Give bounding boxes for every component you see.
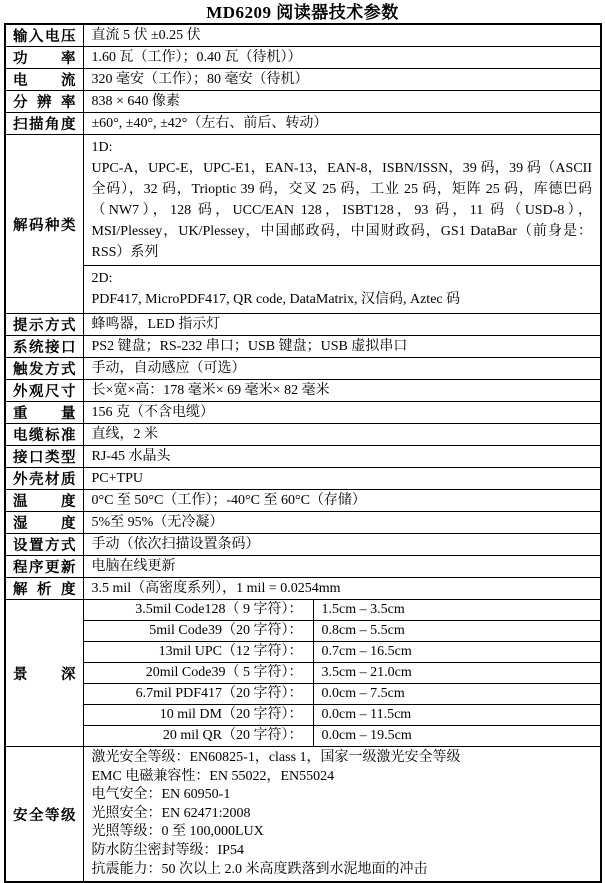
safety-line: 光照安全：EN 62471:2008 <box>91 805 251 821</box>
dof-range: 0.7cm – 16.5cm <box>313 642 601 663</box>
decode-label: 解码种类 <box>5 135 83 314</box>
safety-line: 电气安全：EN 60950-1 <box>91 787 231 803</box>
spec-label: 湿 度 <box>5 512 83 534</box>
spec-row-power <box>5 47 601 69</box>
decode-1d-list: UPC-A，UPC-E，UPC-E1，EAN-13，EAN-8，ISBN/ISSN，39 码，39 码（ASCII 全码），32 码，Trioptic 39 码，交叉 25 码，工业 25 码，矩阵 25 码，库德巴码（NW7），128 码，UCC/EAN 128，ISBT128，93 码，11 码（USD-8），MSI/Plessey，UK/Plessey，中国邮政码，中国财政码，GS1 DataBar（前身是：RSS）系列 <box>91 161 592 260</box>
spec-row-current <box>5 69 601 91</box>
dof-spec: 10 mil DM（20 字符）： <box>83 705 313 726</box>
dof-row <box>5 621 601 642</box>
safety-line: 抗震能力：50 次以上 2.0 米高度跌落到水泥地面的冲击 <box>91 861 428 877</box>
spec-label: 外观尺寸 <box>5 380 83 402</box>
spec-value: 320 毫安（工作）；80 毫安（待机） <box>83 69 601 91</box>
spec-row-cable-standard <box>5 424 601 446</box>
spec-value: 电脑在线更新 <box>83 556 601 578</box>
dof-row <box>5 684 601 705</box>
spec-value: 3.5 mil（高密度系列），1 mil = 0.0254mm <box>83 578 601 600</box>
spec-row-scan-angle <box>5 113 601 135</box>
spec-row-system-interface <box>5 336 601 358</box>
safety-cell <box>83 747 601 883</box>
spec-row-trigger-mode <box>5 358 601 380</box>
spec-row-setup-method <box>5 534 601 556</box>
spec-value: ±60°, ±40°, ±42°（左右、前后、转动） <box>83 113 601 135</box>
spec-row-dimensions <box>5 380 601 402</box>
spec-label: 程序更新 <box>5 556 83 578</box>
spec-row-safety <box>5 747 601 883</box>
spec-label: 温 度 <box>5 490 83 512</box>
spec-value: PC+TPU <box>83 468 601 490</box>
dof-spec: 20mil Code39（ 5 字符）： <box>83 663 313 684</box>
spec-label: 外壳材质 <box>5 468 83 490</box>
dof-label: 景 深 <box>5 600 83 747</box>
spec-label: 设置方式 <box>5 534 83 556</box>
spec-label: 电 流 <box>5 69 83 91</box>
spec-row-connector-type <box>5 446 601 468</box>
spec-row-resolution-mil <box>5 578 601 600</box>
dof-range: 0.0cm – 19.5cm <box>313 726 601 747</box>
dof-spec: 20 mil QR（20 字符）： <box>83 726 313 747</box>
spec-value: 0°C 至 50°C（工作）；-40°C 至 60°C（存储） <box>83 490 601 512</box>
spec-row-weight <box>5 402 601 424</box>
spec-row-firmware-update <box>5 556 601 578</box>
dof-row <box>5 663 601 684</box>
dof-range: 0.0cm – 7.5cm <box>313 684 601 705</box>
dof-row <box>5 600 601 621</box>
spec-value: 手动（依次扫描设置条码） <box>83 534 601 556</box>
spec-row-temperature <box>5 490 601 512</box>
safety-label: 安全等级 <box>5 747 83 883</box>
spec-row-decode-2d <box>5 266 601 314</box>
spec-label: 功 率 <box>5 47 83 69</box>
spec-value: 156 克（不含电缆） <box>83 402 601 424</box>
spec-row-input-voltage <box>5 24 601 47</box>
spec-row-indication <box>5 314 601 336</box>
spec-value: 直流 5 伏 ±0.25 伏 <box>83 24 601 47</box>
safety-line: EMC 电磁兼容性：EN 55022，EN55024 <box>91 768 335 784</box>
spec-value: 838 × 640 像素 <box>83 91 601 113</box>
dof-row <box>5 705 601 726</box>
spec-value: 手动，自动感应（可选） <box>83 358 601 380</box>
dof-spec: 6.7mil PDF417（20 字符）： <box>83 684 313 705</box>
spec-value: 5%至 95%（无冷凝） <box>83 512 601 534</box>
spec-label: 扫描角度 <box>5 113 83 135</box>
dof-range: 1.5cm – 3.5cm <box>313 600 601 621</box>
spec-row-housing-material <box>5 468 601 490</box>
decode-2d-cell <box>83 266 601 314</box>
page-title: MD6209 阅读器技术参数 <box>206 3 399 22</box>
spec-label: 电缆标准 <box>5 424 83 446</box>
decode-1d-cell <box>83 135 601 266</box>
spec-label: 输入电压 <box>5 24 83 47</box>
dof-range: 0.0cm – 11.5cm <box>313 705 601 726</box>
spec-value: 蜂鸣器，LED 指示灯 <box>83 314 601 336</box>
spec-label: 重 量 <box>5 402 83 424</box>
dof-row <box>5 726 601 747</box>
spec-value: RJ-45 水晶头 <box>83 446 601 468</box>
spec-label: 系统接口 <box>5 336 83 358</box>
dof-row <box>5 642 601 663</box>
spec-row-resolution <box>5 91 601 113</box>
safety-line: 激光安全等级：EN60825-1，class 1，国家一级激光安全等级 <box>91 750 461 765</box>
spec-label: 分 辨 率 <box>5 91 83 113</box>
safety-line: 光照等级：0 至 100,000LUX <box>91 824 264 840</box>
dof-spec: 5mil Code39（20 字符）： <box>83 621 313 642</box>
spec-label: 解 析 度 <box>5 578 83 600</box>
spec-label: 触发方式 <box>5 358 83 380</box>
decode-2d-list: PDF417, MicroPDF417, QR code, DataMatrix, 汉信码, Aztec 码 <box>91 292 461 307</box>
spec-value: 1.60 瓦（工作）；0.40 瓦（待机）） <box>83 47 601 69</box>
dof-spec: 3.5mil Code128（ 9 字符）： <box>83 600 313 621</box>
safety-line: 防水防尘密封等级：IP54 <box>91 842 244 858</box>
decode-2d-heading: 2D: <box>91 271 113 286</box>
spec-label: 提示方式 <box>5 314 83 336</box>
spec-value: 直线，2 米 <box>83 424 601 446</box>
dof-spec: 13mil UPC（12 字符）： <box>83 642 313 663</box>
dof-range: 3.5cm – 21.0cm <box>313 663 601 684</box>
spec-row-decode-1d <box>5 135 601 266</box>
dof-range: 0.8cm – 5.5cm <box>313 621 601 642</box>
spec-label: 接口类型 <box>5 446 83 468</box>
spec-value: 长×宽×高：178 毫米× 69 毫米× 82 毫米 <box>83 380 601 402</box>
spec-row-humidity <box>5 512 601 534</box>
spec-table <box>4 23 602 883</box>
spec-value: PS2 键盘；RS-232 串口；USB 键盘；USB 虚拟串口 <box>83 336 601 358</box>
decode-1d-heading: 1D: <box>91 140 113 155</box>
